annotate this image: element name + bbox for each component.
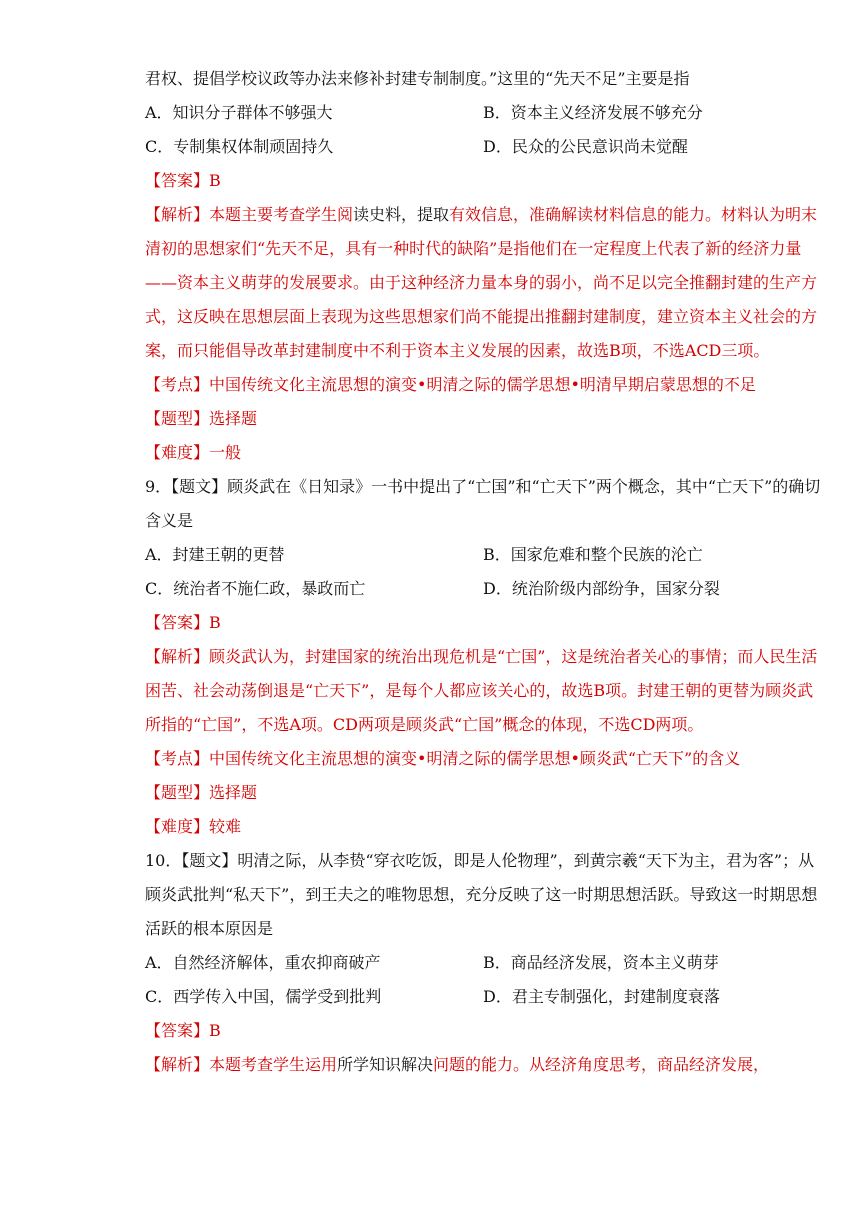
q10-options-row-1 [145, 946, 825, 980]
q10-analysis-part-c: 问题的能力。从经济角度思考，商品经济发展， [433, 1055, 770, 1074]
q10-analysis [145, 1048, 825, 1082]
q9-analysis-part-b: 出现危机是“亡国”，这是统治者关心的事情；而人民生活困苦、社会动荡倒退是“亡天下”，是每个人都应该关心的，故选B项。封建王朝的更替为顾炎武所指的“亡国”，不选A项。CD两项是顾炎武“亡国”概念的体现，不选CD两项。 [145, 647, 818, 734]
q9-options-row-2 [145, 572, 825, 606]
q10-answer: 【答案】B [145, 1021, 221, 1040]
q8-option-b: B．资本主义经济发展不够充分 [483, 103, 703, 122]
q8-stem-tail: 君权、提倡学校议政等办法来修补封建专制制度。”这里的“先天不足”主要是指 [145, 69, 690, 88]
q8-analysis-part-a: 本题主要考查学生阅 [209, 205, 354, 224]
q9-stem: 9．【题文】顾炎武在《日知录》一书中提出了“亡国”和“亡天下”两个概念，其中“亡天下”的确切含义是 [145, 477, 821, 530]
q9-option-b: B．国家危难和整个民族的沦亡 [483, 545, 703, 564]
q8-option-a: A．知识分子群体不够强大 [145, 103, 333, 122]
q8-options-row-2 [145, 130, 825, 164]
q8-type: 【题型】选择题 [145, 409, 258, 428]
q8-analysis-tag: 【解析】 [145, 205, 210, 224]
q10-option-d: D．君主专制强化，封建制度衰落 [483, 987, 720, 1006]
q9-difficulty: 【难度】较难 [145, 817, 242, 836]
q8-option-c: C．专制集权体制顽固持久 [145, 137, 334, 156]
q8-option-d: D．民众的公民意识尚未觉醒 [483, 137, 688, 156]
q9-option-d: D．统治阶级内部纷争，国家分裂 [483, 579, 720, 598]
q9-point: 【考点】中国传统文化主流思想的演变•明清之际的儒学思想•顾炎武“亡天下”的含义 [145, 749, 741, 768]
q10-options-row-2 [145, 980, 825, 1014]
q8-options-row-1 [145, 96, 825, 130]
q10-option-b: B．商品经济发展，资本主义萌芽 [483, 953, 719, 972]
q9-options-row-1 [145, 538, 825, 572]
q9-analysis-part-a: 顾炎武认为，封建国家的统治 [209, 647, 418, 666]
q9-answer: 【答案】B [145, 613, 221, 632]
document-page [145, 62, 825, 1082]
q10-analysis-part-a: 本题考查学生运用 [209, 1055, 338, 1074]
q9-analysis-tag: 【解析】 [145, 647, 210, 666]
q8-analysis-part-b: 读史料，提取 [353, 205, 450, 224]
q10-analysis-tag: 【解析】 [145, 1055, 210, 1074]
q8-analysis-part-c: 有效信息，准确解读材料信息的能力。材料认为明末清初的思想家们“先天不足，具有一种时代的缺陷”是指他们在一定程度上代表了新的经济力量——资本主义萌芽的发展要求。由于这种经济力量本身的弱小，尚不足以完全推翻封建的生产方式，这反映在思想层面上表现为这些思想家们尚不能提出推翻封建制度，建立资本主义社会的方案，而只能倡导改革封建制度中不利于资本主义发展的因素，故选B项，不选ACD三项。 [145, 205, 818, 360]
q10-option-a: A．自然经济解体，重农抑商破产 [145, 953, 381, 972]
q8-difficulty: 【难度】一般 [145, 443, 242, 462]
q10-stem: 10．【题文】明清之际，从李贽“穿衣吃饭，即是人伦物理”，到黄宗羲“天下为主，君为客”；从顾炎武批判“私天下”，到王夫之的唯物思想，充分反映了这一时期思想活跃。导致这一时期思想活跃的根本原因是 [145, 851, 818, 938]
q8-point: 【考点】中国传统文化主流思想的演变•明清之际的儒学思想•明清早期启蒙思想的不足 [145, 375, 756, 394]
q9-analysis [145, 640, 825, 742]
q9-option-a: A．封建王朝的更替 [145, 545, 285, 564]
q9-option-c: C．统治者不施仁政，暴政而亡 [145, 579, 366, 598]
q10-option-c: C．西学传入中国，儒学受到批判 [145, 987, 382, 1006]
q8-analysis [145, 198, 825, 368]
q10-analysis-part-b: 所学知识解决 [337, 1055, 434, 1074]
q8-answer: 【答案】B [145, 171, 221, 190]
q9-type: 【题型】选择题 [145, 783, 258, 802]
